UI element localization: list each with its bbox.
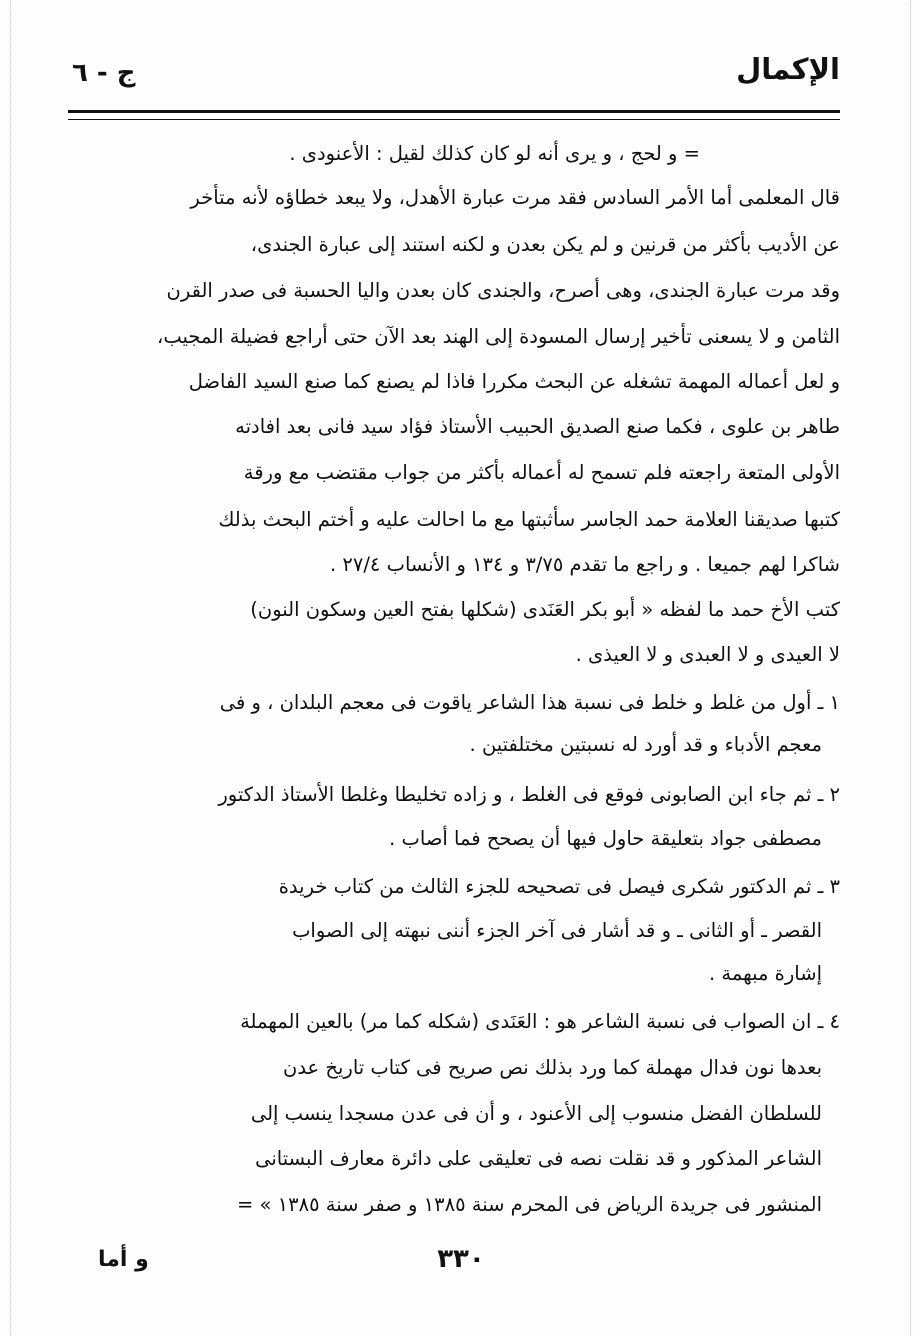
list-item-line: للسلطان الفضل منسوب إلى الأعنود ، و أن فى عدن مسجدا ينسب إلى [250,1102,822,1125]
text-line: لا العيدى و لا العبدى و لا العيذى . [575,643,840,666]
text-line: شاكرا لهم جميعا . و راجع ما تقدم ٣/٧٥ و ١٣٤ و الأنساب ٢٧/٤ . [329,553,840,576]
page-number: ٣٣٠ [437,1244,485,1274]
list-item-line: الشاعر المذكور و قد نقلت نصه فى تعليقى على دائرة معارف البستانى [255,1147,822,1170]
text-line: كتب الأخ حمد ما لفظه « أبو بكر العَنَدى (شكلها بفتح العين وسكون النون) [250,598,840,621]
text-line: = و لحج ، و يرى أنه لو كان كذلك لقيل : الأعنودى . [289,142,700,165]
scan-dotted-border [10,0,13,1336]
catchword: و أما [98,1247,149,1272]
list-item-line: معجم الأدباء و قد أورد له نسبتين مختلفتين . [469,733,822,756]
body-text [62,0,840,1336]
text-line: عن الأديب بأكثر من قرنين و لم يكن بعدن و لكنه استند إلى عبارة الجندى، [250,233,840,256]
list-item-line: مصطفى جواد بتعليقة حاول فيها أن يصحح فما أصاب . [389,827,822,850]
list-item-line: ٣ ـ ثم الدكتور شكرى فيصل فى تصحيحه للجزء الثالث من كتاب خريدة [278,875,840,898]
text-line: قال المعلمى أما الأمر السادس فقد مرت عبارة الأهدل، ولا يبعد خطاؤه لأنه متأخر [190,186,840,209]
volume-label: ج - ٦ [72,58,136,88]
list-item-line: المنشور فى جريدة الرياض فى المحرم سنة ١٣٨٥ و صفر سنة ١٣٨٥ » = [237,1193,822,1216]
text-line: و لعل أعماله المهمة تشغله عن البحث مكررا فاذا لم يصنع كما صنع السيد الفاضل [188,370,840,393]
text-line: الثامن و لا يسعنى تأخير إرسال المسودة إلى الهند بعد الآن حتى أراجع فضيلة المجيب، [157,325,840,348]
list-item-line: القصر ـ أو الثانى ـ و قد أشار فى آخر الجزء أننى نبهته إلى الصواب [292,919,822,942]
text-line: الأولى المتعة راجعته فلم تسمح له أعماله بأكثر من جواب مقتضب مع ورقة [243,461,840,484]
list-item-line: إشارة مبهمة . [709,962,822,985]
list-item-line: ١ ـ أول من غلط و خلط فى نسبة هذا الشاعر ياقوت فى معجم البلدان ، و فى [219,691,840,714]
text-line: طاهر بن علوى ، فكما صنع الصديق الحبيب الأستاذ فؤاد سيد فانى بعد افادته [235,415,840,438]
list-item-line: بعدها نون فدال مهملة كما ورد بذلك نص صريح فى كتاب تاريخ عدن [283,1056,822,1079]
list-item-line: ٢ ـ ثم جاء ابن الصابونى فوقع فى الغلط ، و زاده تخليطا وغلطا الأستاذ الدكتور [218,783,840,806]
running-title: الإكمال [736,52,840,86]
scan-dotted-border [910,0,913,1336]
list-item-line: ٤ ـ ان الصواب فى نسبة الشاعر هو : العَنَدى (شكله كما مر) بالعين المهملة [240,1010,840,1033]
text-line: وقد مرت عبارة الجندى، وهى أصرح، والجندى كان بعدن واليا الحسبة فى صدر القرن [166,279,840,302]
text-line: كتبها صديقنا العلامة حمد الجاسر سأثبتها مع ما احالت عليه و أختم البحث بذلك [218,508,840,531]
